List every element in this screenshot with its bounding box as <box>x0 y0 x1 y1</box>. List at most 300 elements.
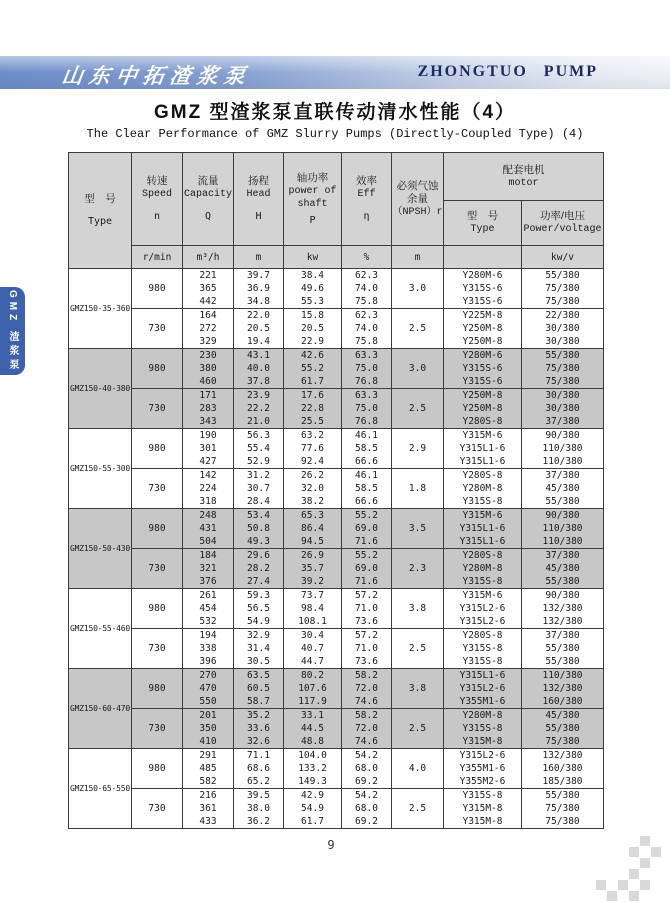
value-line: 221 <box>199 270 217 281</box>
value-line: 75/380 <box>545 376 580 387</box>
value-line: 504 <box>199 536 217 547</box>
value-line: 33.1 <box>301 710 324 721</box>
head-cell <box>234 669 284 709</box>
header-efficiency <box>342 153 392 246</box>
capacity-cell <box>183 669 234 709</box>
npsh-cell: 2.3 <box>392 549 444 589</box>
value-line: 71.0 <box>355 603 378 614</box>
value-line: 33.6 <box>247 723 270 734</box>
speed-cell: 980 <box>132 429 183 469</box>
value-line: 22.2 <box>247 403 270 414</box>
shaft-power-cell <box>284 669 342 709</box>
capacity-cell <box>183 509 234 549</box>
value-line: 54.2 <box>355 790 378 801</box>
value-line: 22.9 <box>301 336 324 347</box>
pump-type-cell: GMZ150-50-430 <box>69 509 132 589</box>
efficiency-cell <box>342 749 392 789</box>
value-line: 65.2 <box>247 776 270 787</box>
value-line: 39.7 <box>247 270 270 281</box>
header-shaft-power-symbol: P <box>309 214 316 226</box>
value-line: 301 <box>199 443 217 454</box>
value-line: 75.8 <box>355 336 378 347</box>
value-line: 54.9 <box>301 803 324 814</box>
efficiency-cell <box>342 709 392 749</box>
table-row <box>69 389 604 429</box>
head-cell <box>234 749 284 789</box>
header-head-cn: 扬程 <box>248 175 269 187</box>
value-line: 26.9 <box>301 550 324 561</box>
npsh-cell: 2.5 <box>392 629 444 669</box>
value-line: 59.3 <box>247 590 270 601</box>
value-line: 410 <box>199 736 217 747</box>
value-line: 30.5 <box>247 656 270 667</box>
value-line: 63.3 <box>355 350 378 361</box>
value-line: 19.4 <box>247 336 270 347</box>
value-line: 43.1 <box>247 350 270 361</box>
value-line: 442 <box>199 296 217 307</box>
header-shaft-power-en1: power of <box>288 185 337 197</box>
head-cell <box>234 789 284 829</box>
pump-group <box>69 429 604 509</box>
table-row <box>69 309 604 349</box>
table-row <box>69 469 604 509</box>
value-line: 22.0 <box>247 310 270 321</box>
value-line: 110/380 <box>542 670 583 681</box>
value-line: 376 <box>199 576 217 587</box>
page-subtitle: The Clear Performance of GMZ Slurry Pumps (Directly-Coupled Type) (4) <box>86 127 584 141</box>
speed-cell: 980 <box>132 669 183 709</box>
value-line: Y250M-8 <box>462 336 503 347</box>
value-line: 20.5 <box>301 323 324 334</box>
value-line: 132/380 <box>542 750 583 761</box>
value-line: 117.9 <box>298 696 327 707</box>
value-line: 62.3 <box>355 270 378 281</box>
value-line: 270 <box>199 670 217 681</box>
npsh-cell: 2.9 <box>392 429 444 469</box>
efficiency-cell <box>342 269 392 309</box>
value-line: Y315M-8 <box>462 736 503 747</box>
value-line: 582 <box>199 776 217 787</box>
value-line: 17.6 <box>301 390 324 401</box>
value-line: 44.5 <box>301 723 324 734</box>
value-line: 75.0 <box>355 363 378 374</box>
value-line: 38.2 <box>301 496 324 507</box>
head-cell <box>234 629 284 669</box>
motor-type-cell <box>444 429 522 469</box>
value-line: 72.0 <box>355 723 378 734</box>
side-tab <box>0 287 25 375</box>
value-line: Y315L1-6 <box>459 536 506 547</box>
speed-cell: 730 <box>132 469 183 509</box>
capacity-cell <box>183 469 234 509</box>
value-line: 90/380 <box>545 430 580 441</box>
pump-group <box>69 589 604 669</box>
npsh-cell: 2.5 <box>392 789 444 829</box>
shaft-power-cell <box>284 749 342 789</box>
value-line: Y280S-8 <box>462 470 503 481</box>
capacity-cell <box>183 549 234 589</box>
value-line: 69.2 <box>355 816 378 827</box>
table-row <box>69 709 604 749</box>
value-line: 433 <box>199 816 217 827</box>
page-number: 9 <box>327 838 335 852</box>
value-line: Y355M2-6 <box>459 776 506 787</box>
value-line: 22.8 <box>301 403 324 414</box>
value-line: 69.2 <box>355 776 378 787</box>
value-line: 532 <box>199 616 217 627</box>
value-line: 36.2 <box>247 816 270 827</box>
value-line: 32.6 <box>247 736 270 747</box>
shaft-power-cell <box>284 469 342 509</box>
value-line: 55.2 <box>301 363 324 374</box>
performance-table <box>68 152 604 829</box>
value-line: 49.3 <box>247 536 270 547</box>
value-line: 74.0 <box>355 323 378 334</box>
value-line: 56.5 <box>247 603 270 614</box>
head-cell <box>234 589 284 629</box>
header-speed-en: Speed <box>141 189 172 200</box>
efficiency-cell <box>342 389 392 429</box>
value-line: 318 <box>199 496 217 507</box>
value-line: 35.2 <box>247 710 270 721</box>
value-line: 30/380 <box>545 403 580 414</box>
value-line: 52.9 <box>247 456 270 467</box>
value-line: Y280M-8 <box>462 710 503 721</box>
table-row <box>69 349 604 389</box>
value-line: Y315L2-6 <box>459 750 506 761</box>
value-line: 58.5 <box>355 483 378 494</box>
value-line: 69.0 <box>355 563 378 574</box>
value-line: 28.2 <box>247 563 270 574</box>
efficiency-cell <box>342 629 392 669</box>
efficiency-cell <box>342 669 392 709</box>
value-line: 75.0 <box>355 403 378 414</box>
value-line: 171 <box>199 390 217 401</box>
value-line: 54.2 <box>355 750 378 761</box>
value-line: Y280S-8 <box>462 630 503 641</box>
header-type <box>69 153 132 269</box>
header-npsh-cn2: 余量 <box>407 192 428 205</box>
value-line: 31.2 <box>247 470 270 481</box>
npsh-cell: 3.0 <box>392 349 444 389</box>
motor-type-cell <box>444 589 522 629</box>
header-banner <box>0 56 670 89</box>
efficiency-cell <box>342 509 392 549</box>
value-line: 23.9 <box>247 390 270 401</box>
header-speed <box>132 153 183 246</box>
value-line: 36.9 <box>247 283 270 294</box>
motor-power-cell <box>522 309 604 349</box>
value-line: Y225M-8 <box>462 310 503 321</box>
value-line: Y315S-6 <box>462 376 503 387</box>
capacity-cell <box>183 429 234 469</box>
header-motor-power-cn: 功率/电压 <box>540 210 585 222</box>
value-line: 53.4 <box>247 510 270 521</box>
value-line: 110/380 <box>542 536 583 547</box>
pump-type-cell: GMZ150-55-460 <box>69 589 132 669</box>
value-line: 69.0 <box>355 523 378 534</box>
value-line: 460 <box>199 376 217 387</box>
head-cell <box>234 429 284 469</box>
value-line: 39.5 <box>247 790 270 801</box>
value-line: 55/380 <box>545 576 580 587</box>
value-line: 365 <box>199 283 217 294</box>
value-line: 73.7 <box>301 590 324 601</box>
value-line: Y315L2-6 <box>459 616 506 627</box>
value-line: 248 <box>199 510 217 521</box>
value-line: 361 <box>199 803 217 814</box>
unit-npsh: m <box>392 246 444 269</box>
value-line: 132/380 <box>542 683 583 694</box>
npsh-cell: 3.5 <box>392 509 444 549</box>
value-line: 34.8 <box>247 296 270 307</box>
shaft-power-cell <box>284 789 342 829</box>
value-line: Y280S-8 <box>462 416 503 427</box>
motor-type-cell <box>444 349 522 389</box>
header-capacity <box>183 153 234 246</box>
capacity-cell <box>183 789 234 829</box>
header-speed-cn: 转速 <box>146 175 168 187</box>
value-line: 21.0 <box>247 416 270 427</box>
value-line: 22/380 <box>545 310 580 321</box>
header-capacity-symbol: Q <box>204 211 212 222</box>
value-line: 110/380 <box>542 456 583 467</box>
value-line: 46.1 <box>355 470 378 481</box>
value-line: 58.7 <box>247 696 270 707</box>
value-line: 90/380 <box>545 590 580 601</box>
value-line: 104.0 <box>298 750 327 761</box>
motor-type-cell <box>444 789 522 829</box>
value-line: 76.8 <box>355 416 378 427</box>
value-line: 37/380 <box>545 416 580 427</box>
value-line: 63.3 <box>355 390 378 401</box>
value-line: 427 <box>199 456 217 467</box>
value-line: 62.3 <box>355 310 378 321</box>
value-line: 75/380 <box>545 363 580 374</box>
value-line: 164 <box>199 310 217 321</box>
value-line: 261 <box>199 590 217 601</box>
capacity-cell <box>183 389 234 429</box>
head-cell <box>234 549 284 589</box>
unit-motor-type <box>444 246 522 269</box>
head-cell <box>234 309 284 349</box>
shaft-power-cell <box>284 429 342 469</box>
value-line: 72.0 <box>355 683 378 694</box>
unit-eff: % <box>342 246 392 269</box>
head-cell <box>234 389 284 429</box>
header-npsh-cn1: 必须气蚀 <box>396 179 439 192</box>
value-line: Y315M-8 <box>462 803 503 814</box>
shaft-power-cell <box>284 509 342 549</box>
value-line: 185/380 <box>542 776 583 787</box>
efficiency-cell <box>342 549 392 589</box>
value-line: 32.0 <box>301 483 324 494</box>
value-line: Y315L2-6 <box>459 683 506 694</box>
shaft-power-cell <box>284 709 342 749</box>
header-motor-type-cn: 型 号 <box>466 210 499 222</box>
value-line: 133.2 <box>298 763 327 774</box>
table-row <box>69 269 604 309</box>
shaft-power-cell <box>284 589 342 629</box>
value-line: Y250M-8 <box>462 390 503 401</box>
value-line: 71.0 <box>355 643 378 654</box>
value-line: 20.5 <box>247 323 270 334</box>
motor-power-cell <box>522 749 604 789</box>
value-line: 35.7 <box>301 563 324 574</box>
value-line: 77.6 <box>301 443 324 454</box>
value-line: 44.7 <box>301 656 324 667</box>
header-motor-en: motor <box>508 177 539 189</box>
value-line: 343 <box>199 416 217 427</box>
value-line: 61.7 <box>301 376 324 387</box>
value-line: 66.6 <box>355 456 378 467</box>
value-line: 30/380 <box>545 336 580 347</box>
value-line: 224 <box>199 483 217 494</box>
motor-power-cell <box>522 429 604 469</box>
value-line: 71.6 <box>355 576 378 587</box>
value-line: 55/380 <box>545 723 580 734</box>
header-efficiency-en: Eff <box>357 189 376 200</box>
head-cell <box>234 709 284 749</box>
efficiency-cell <box>342 309 392 349</box>
value-line: 110/380 <box>542 443 583 454</box>
motor-type-cell <box>444 389 522 429</box>
value-line: 75/380 <box>545 296 580 307</box>
header-capacity-en: Capacity <box>183 189 232 200</box>
speed-cell: 730 <box>132 549 183 589</box>
motor-power-cell <box>522 269 604 309</box>
company-logo-text: 山东中拓渣浆泵 <box>60 63 253 88</box>
efficiency-cell <box>342 789 392 829</box>
value-line: Y315L2-6 <box>459 603 506 614</box>
speed-cell: 980 <box>132 349 183 389</box>
npsh-cell: 3.8 <box>392 669 444 709</box>
units-row <box>69 246 604 269</box>
value-line: 55/380 <box>545 643 580 654</box>
value-line: 86.4 <box>301 523 324 534</box>
value-line: 61.7 <box>301 816 324 827</box>
header-head <box>234 153 284 246</box>
npsh-cell: 1.8 <box>392 469 444 509</box>
value-line: Y315L1-6 <box>459 456 506 467</box>
value-line: 75/380 <box>545 816 580 827</box>
header-efficiency-symbol: η <box>363 211 370 222</box>
motor-type-cell <box>444 749 522 789</box>
value-line: 54.9 <box>247 616 270 627</box>
value-line: Y250M-8 <box>462 323 503 334</box>
value-line: 55/380 <box>545 790 580 801</box>
value-line: 160/380 <box>542 696 583 707</box>
value-line: 75.8 <box>355 296 378 307</box>
value-line: 272 <box>199 323 217 334</box>
value-line: Y315S-8 <box>462 656 503 667</box>
value-line: 291 <box>199 750 217 761</box>
value-line: 65.3 <box>301 510 324 521</box>
motor-type-cell <box>444 549 522 589</box>
value-line: 55/380 <box>545 496 580 507</box>
table-header <box>69 153 604 269</box>
value-line: 216 <box>199 790 217 801</box>
value-line: 431 <box>199 523 217 534</box>
value-line: 92.4 <box>301 456 324 467</box>
value-line: 50.8 <box>247 523 270 534</box>
table-row <box>69 589 604 629</box>
value-line: 63.2 <box>301 430 324 441</box>
value-line: 32.9 <box>247 630 270 641</box>
pump-group <box>69 749 604 829</box>
value-line: 321 <box>199 563 217 574</box>
header-npsh-symbol: （NPSH）r <box>392 206 443 218</box>
value-line: 42.9 <box>301 790 324 801</box>
header-motor-type-en: Type <box>470 224 495 235</box>
pump-group <box>69 669 604 749</box>
npsh-cell: 3.8 <box>392 589 444 629</box>
value-line: 55/380 <box>545 350 580 361</box>
value-line: 396 <box>199 656 217 667</box>
value-line: 454 <box>199 603 217 614</box>
header-shaft-power-cn: 轴功率 <box>296 171 329 184</box>
header-motor-type <box>444 201 522 246</box>
speed-cell: 730 <box>132 789 183 829</box>
value-line: 184 <box>199 550 217 561</box>
value-line: 108.1 <box>298 616 327 627</box>
value-line: 550 <box>199 696 217 707</box>
value-line: 75/380 <box>545 803 580 814</box>
motor-power-cell <box>522 629 604 669</box>
value-line: 76.8 <box>355 376 378 387</box>
motor-power-cell <box>522 549 604 589</box>
header-type-en: Type <box>87 216 113 227</box>
header-shaft-power <box>284 153 342 246</box>
value-line: 201 <box>199 710 217 721</box>
motor-power-cell <box>522 709 604 749</box>
header-motor-cn: 配套电机 <box>502 163 545 176</box>
motor-type-cell <box>444 269 522 309</box>
capacity-cell <box>183 589 234 629</box>
value-line: 190 <box>199 430 217 441</box>
pump-type-cell: GMZ150-55-300 <box>69 429 132 509</box>
value-line: 38.0 <box>247 803 270 814</box>
value-line: 45/380 <box>545 483 580 494</box>
head-cell <box>234 269 284 309</box>
value-line: 66.6 <box>355 496 378 507</box>
value-line: 30.4 <box>301 630 324 641</box>
speed-cell: 730 <box>132 629 183 669</box>
speed-cell: 730 <box>132 389 183 429</box>
table-row <box>69 509 604 549</box>
head-cell <box>234 469 284 509</box>
value-line: 75/380 <box>545 736 580 747</box>
value-line: Y315M-6 <box>462 430 503 441</box>
pump-group <box>69 509 604 589</box>
speed-cell: 980 <box>132 749 183 789</box>
value-line: Y315M-8 <box>462 816 503 827</box>
value-line: Y315M-6 <box>462 510 503 521</box>
capacity-cell <box>183 269 234 309</box>
speed-cell: 980 <box>132 589 183 629</box>
efficiency-cell <box>342 469 392 509</box>
motor-type-cell <box>444 709 522 749</box>
motor-power-cell <box>522 589 604 629</box>
value-line: 15.8 <box>301 310 324 321</box>
value-line: 63.5 <box>247 670 270 681</box>
value-line: 38.4 <box>301 270 324 281</box>
value-line: Y315L1-6 <box>459 670 506 681</box>
value-line: 230 <box>199 350 217 361</box>
brand-name: ZHONGTUO PUMP <box>417 63 598 80</box>
value-line: Y315S-8 <box>462 723 503 734</box>
pump-group <box>69 349 604 429</box>
